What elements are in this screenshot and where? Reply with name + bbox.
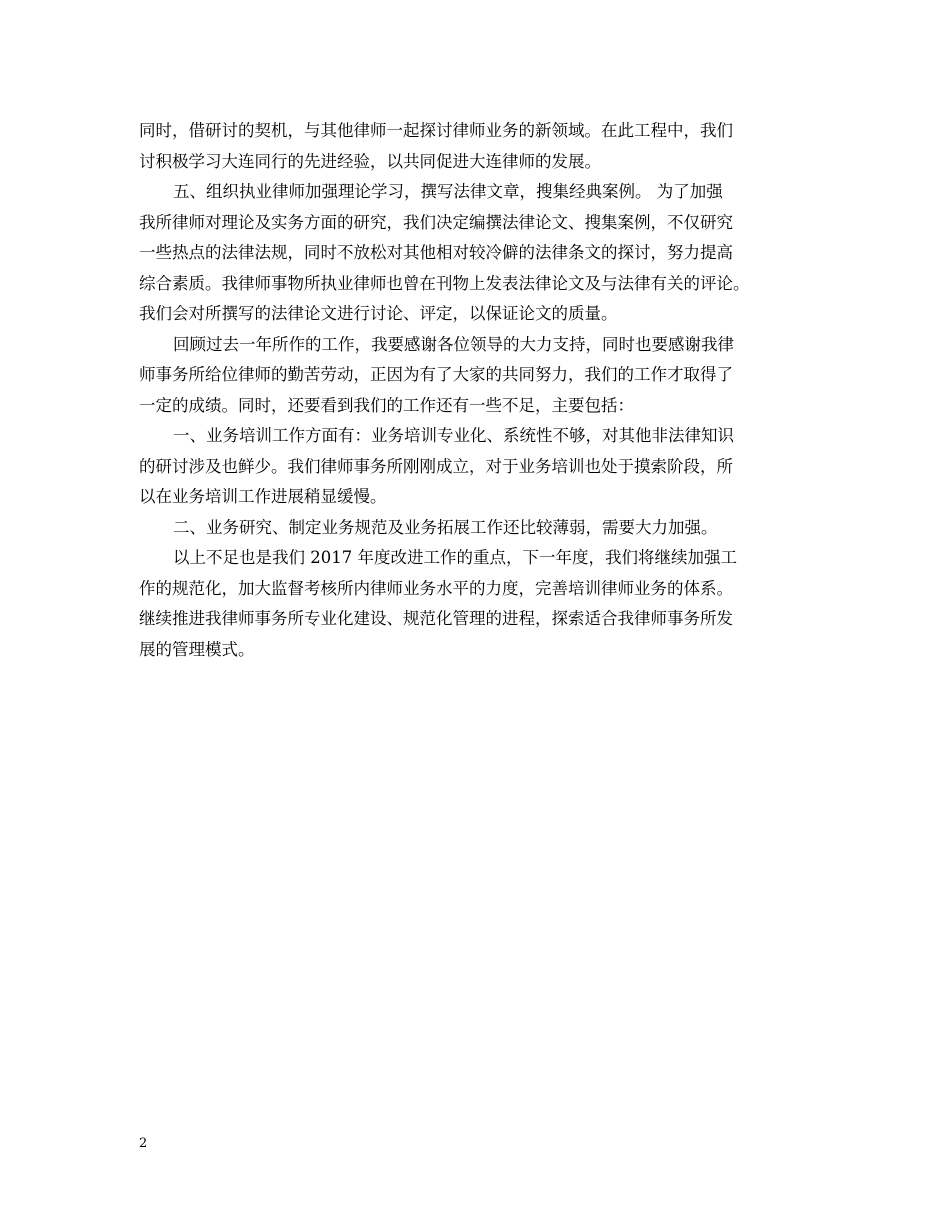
text-line-17: 继续推进我律师事务所专业化建设、规范化管理的进程，探索适合我律师事务所发 xyxy=(139,609,733,628)
text-line-6: 综合素质。我律师事物所执业律师也曾在刊物上发表法律论文及与法律有关的评论。 xyxy=(139,273,750,293)
text-line-3: 五、组织执业律师加强理论学习，撰写法律文章，搜集经典案例。 为了加强 xyxy=(173,182,723,201)
text-line-18: 展的管理模式。 xyxy=(139,639,255,659)
text-line-1: 同时，借研讨的契机，与其他律师一起探讨律师业务的新领域。在此工程中，我们 xyxy=(139,121,733,140)
text-line-16: 作的规范化，加大监督考核所内律师业务水平的力度，完善培训律师业务的体系。 xyxy=(139,578,733,598)
text-line-4: 我所律师对理论及实务方面的研究，我们决定编撰法律论文、搜集案例，不仅研究 xyxy=(139,212,733,232)
text-line-9: 师事务所给位律师的勤苦劳动，正因为有了大家的共同努力，我们的工作才取得了 xyxy=(139,365,733,384)
text-line-8: 回顾过去一年所作的工作，我要感谢各位领导的大力支持，同时也要感谢我律 xyxy=(173,334,734,354)
text-line-7: 我们会对所撰写的法律论文进行讨论、评定，以保证论文的质量。 xyxy=(139,304,618,323)
text-line-10: 一定的成绩。同时，还要看到我们的工作还有一些不足，主要包括： xyxy=(139,395,634,415)
text-line-14: 二、业务研究、制定业务规范及业务拓展工作还比较薄弱，需要大力加强。 xyxy=(173,517,718,537)
text-line-13: 以在业务培训工作进展稍显缓慢。 xyxy=(139,487,387,506)
text-line-15: 以上不足也是我们 2017 年度改进工作的重点，下一年度，我们将继续加强工 xyxy=(173,548,737,567)
text-line-12: 的研讨涉及也鲜少。我们律师事务所刚刚成立，对于业务培训也处于摸索阶段，所 xyxy=(139,456,733,476)
document-body xyxy=(139,116,829,665)
page-number: 2 xyxy=(139,1136,148,1151)
text-line-2: 讨积极学习大连同行的先进经验，以共同促进大连律师的发展。 xyxy=(139,151,601,171)
text-line-5: 一些热点的法律法规，同时不放松对其他相对较冷僻的法律条文的探讨，努力提高 xyxy=(139,243,733,262)
text-line-11: 一、业务培训工作方面有：业务培训专业化、系统性不够，对其他非法律知识 xyxy=(173,426,734,445)
